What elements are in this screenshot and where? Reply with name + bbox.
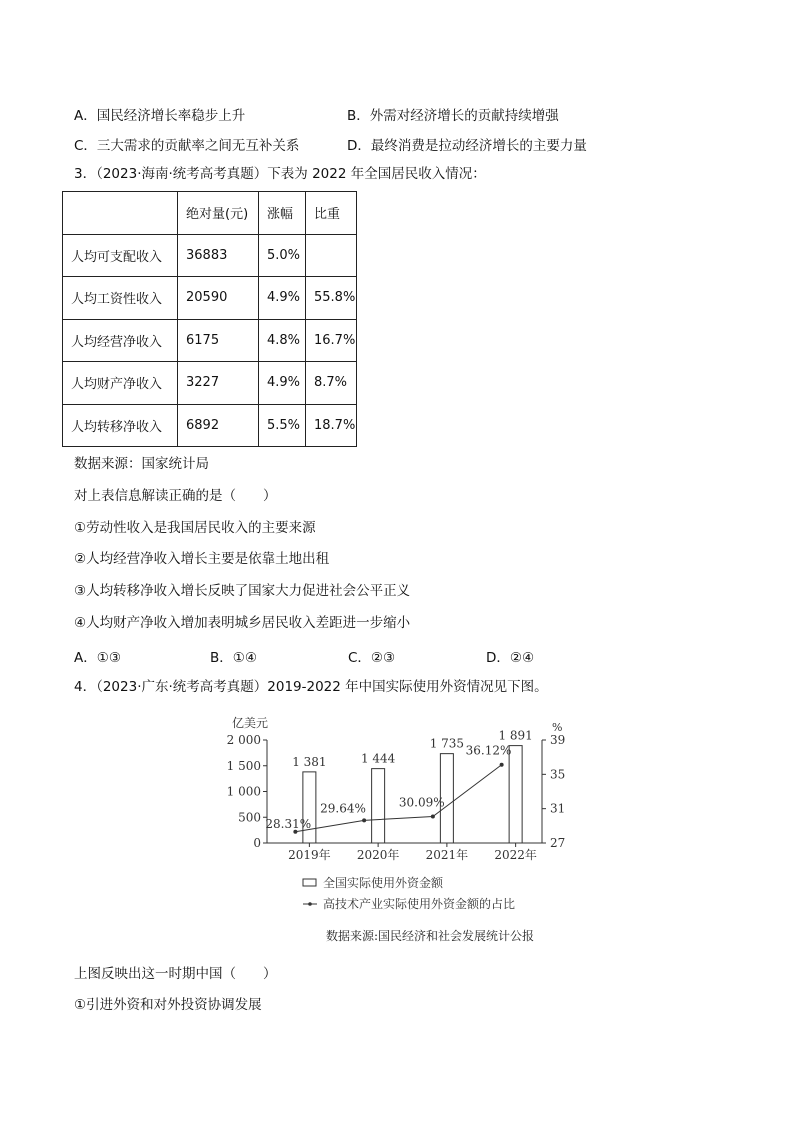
table-row — [63, 234, 357, 277]
q3-question: 对上表信息解读正确的是（ ） — [74, 488, 277, 504]
table-cell: 3227 — [178, 362, 259, 405]
q4-statement-1: ①引进外资和对外投资协调发展 — [74, 997, 262, 1013]
q2-option-b: B．外需对经济增长的贡献持续增强 — [347, 108, 559, 124]
q3-statement-4: ④人均财产净收入增加表明城乡居民收入差距进一步缩小 — [74, 615, 411, 631]
bar-value-label: 1 444 — [360, 751, 396, 766]
table-cell: 36883 — [178, 234, 259, 277]
bar — [303, 772, 316, 843]
table-row — [63, 319, 357, 362]
q3-option-a: A．①③ — [74, 650, 121, 666]
q3-statement-3: ③人均转移净收入增长反映了国家大力促进社会公平正义 — [74, 583, 411, 599]
table-cell: 6892 — [178, 404, 259, 447]
q2-option-d: D．最终消费是拉动经济增长的主要力量 — [347, 138, 587, 154]
table-cell: 4.9% — [259, 277, 306, 320]
table-cell: 16.7% — [306, 319, 357, 362]
table-cell: 5.5% — [259, 404, 306, 447]
x-tick-label: 2022年 — [494, 848, 537, 862]
y-tick-label: 1 500 — [226, 758, 261, 773]
table-row — [63, 362, 357, 405]
table-cell: 人均转移净收入 — [63, 404, 178, 447]
table-row — [63, 404, 357, 447]
line-value-label: 30.09% — [398, 795, 445, 810]
line-value-label: 28.31% — [265, 816, 312, 831]
q3-statement-2: ②人均经营净收入增长主要是依靠土地出租 — [74, 551, 330, 567]
q3-statement-1: ①劳动性收入是我国居民收入的主要来源 — [74, 520, 316, 536]
table-cell: 55.8% — [306, 277, 357, 320]
line-point — [362, 818, 366, 822]
bar-value-label: 1 735 — [429, 736, 465, 751]
y2-tick-label: 27 — [550, 836, 566, 850]
q3-stem: 3．（2023·海南·统考高考真题）下表为 2022 年全国居民收入情况： — [74, 166, 486, 182]
bar — [372, 769, 385, 843]
q4-stem: 4．（2023·广东·统考高考真题）2019-2022 年中国实际使用外资情况见下图。 — [74, 679, 548, 695]
table-header-row — [63, 192, 357, 235]
line-point — [500, 763, 504, 767]
chart-source: 数据来源:国民经济和社会发展统计公报 — [326, 929, 535, 943]
table-cell — [63, 192, 178, 235]
table-cell: 绝对量(元) — [178, 192, 259, 235]
q3-option-d: D．②④ — [486, 650, 535, 666]
bar-value-label: 1 381 — [292, 754, 327, 769]
legend-bar-swatch — [303, 879, 316, 886]
y-axis-label: 亿美元 — [232, 716, 269, 730]
table-cell: 4.9% — [259, 362, 306, 405]
line-value-label: 36.12% — [465, 743, 512, 758]
x-tick-label: 2019年 — [288, 848, 331, 862]
y-tick-label: 1 000 — [226, 784, 261, 799]
q3-source: 数据来源：国家统计局 — [74, 456, 209, 472]
legend-line-marker — [308, 902, 312, 906]
table-row — [63, 277, 357, 320]
table-cell: 6175 — [178, 319, 259, 362]
y2-tick-label: 35 — [550, 767, 566, 782]
foreign-investment-chart — [220, 712, 580, 950]
table-cell: 20590 — [178, 277, 259, 320]
y2-tick-label: 39 — [550, 733, 566, 747]
q2-option-a: A．国民经济增长率稳步上升 — [74, 108, 246, 124]
bar-value-label: 1 891 — [498, 728, 533, 743]
legend-bar-label: 全国实际使用外资金额 — [323, 876, 444, 890]
table-cell: 比重 — [306, 192, 357, 235]
table-cell: 涨幅 — [259, 192, 306, 235]
table-cell: 人均财产净收入 — [63, 362, 178, 405]
table-cell — [306, 234, 357, 277]
x-tick-label: 2021年 — [425, 848, 469, 862]
x-tick-label: 2020年 — [356, 848, 400, 862]
q4-question: 上图反映出这一时期中国（ ） — [74, 966, 277, 982]
table-cell: 18.7% — [306, 404, 357, 447]
q2-option-c: C．三大需求的贡献率之间无互补关系 — [74, 138, 300, 154]
income-table — [62, 191, 357, 447]
y2-tick-label: 31 — [550, 801, 566, 816]
q3-option-b: B．①④ — [210, 650, 257, 666]
y-tick-label: 0 — [253, 836, 261, 850]
y-tick-label: 2 000 — [226, 733, 261, 747]
table-cell: 4.8% — [259, 319, 306, 362]
table-cell: 人均可支配收入 — [63, 234, 178, 277]
chart-legend — [303, 875, 515, 911]
bar — [509, 746, 522, 843]
y-tick-label: 500 — [238, 810, 261, 825]
q3-option-c: C．②③ — [348, 650, 396, 666]
table-cell: 8.7% — [306, 362, 357, 405]
line-point — [431, 814, 435, 818]
legend-line-label: 高技术产业实际使用外资金额的占比 — [323, 897, 516, 911]
table-cell: 人均经营净收入 — [63, 319, 178, 362]
y2-axis-label: % — [552, 721, 563, 734]
table-cell: 5.0% — [259, 234, 306, 277]
table-cell: 人均工资性收入 — [63, 277, 178, 320]
line-value-label: 29.64% — [320, 801, 366, 816]
